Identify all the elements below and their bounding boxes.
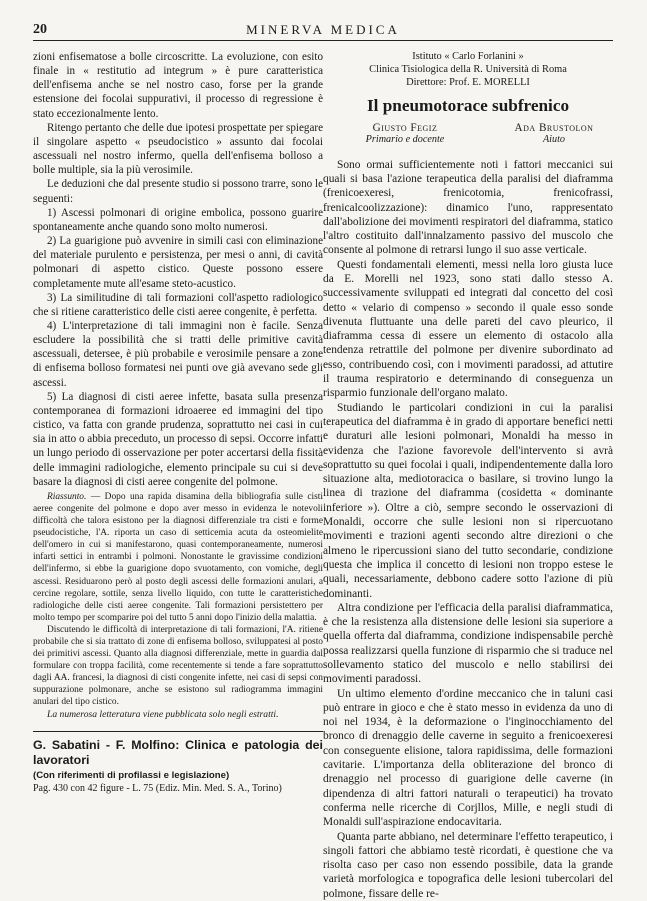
- book-title: G. Sabatini - F. Molfino: Clinica e patologia dei lavoratori: [33, 737, 323, 768]
- institute-line: Istituto « Carlo Forlanini »: [412, 51, 524, 62]
- paragraph: Sono ormai sufficientemente noti i fattori meccanici sui quali si basa l'azione terapeutica della paralisi del diaframma (frenicoexeresi, frenicotomia, frenicofrassi, frenicalcoolizzazione): dinamico l'uno, rappresentato dall'abolizione dei movimenti respiratori del diaframma, statico l'altro costituito dall'innalzamento passivo del muscolo che consente al polmone di retrarsi lungo il suo asse verticale.: [323, 158, 613, 257]
- author-role: Aiuto: [542, 133, 566, 145]
- author-name: Ada Brustolon: [514, 121, 594, 134]
- abstract-text: — Dopo una rapida disamina della bibliografia sulle cisti aeree congenite del polmone e dopo aver messo in evidenza le notevoli difficoltà che talora esistono per la diagnosi differenziale tra cisti e forme pseudocistiche, l'A. riporta un caso di setticemia acuta da osteomielite dell'omero in cui si manifestarono, quasi contemporaneamente, numerosi infarti settici in entrambi i polmoni. Nonostante le gravissime condizioni dell'infermo, si ebbe la guarigione dopo svuotamento, con vomiche, degli ascessi. Residuarono però al posto degli ascessi delle formazioni anulari, a cercine regolare, sottile, senza livello liquido, con tutte le caratteristiche radiologiche delle cisti aeree congenite. Tali formazioni persistettero per molto tempo per scomparire poi del tutto 5 anni dopo l'inizio della malattia.: [33, 491, 323, 623]
- paragraph: zioni enfisematose a bolle circoscritte. La evoluzione, con esito finale in « restitutio ad integrum » è pure caratteristica dell'enfisema anche se nel nostro caso, forse per la grande estensione dei focolai suppurativi, il processo di regressione è stato eccezionalmente lento.: [33, 51, 323, 120]
- paragraph: Un ultimo elemento d'ordine meccanico che in taluni casi può entrare in gioco e che è stato messo in evidenza da uno di noi nel 1934, è la deformazione o l'inginocchiamento del bronco di drenaggio delle caverne in seguito a frenicoexeresi con conseguente elisione, talora rapidissima, delle formazioni cavitarie. L'importanza della obliterazione del bronco di drenaggio nel processo di guarigione delle caverne (in dipendenza di altri fattori naturali o terapeutici) ha trovato conferma nelle ricerche di Corjllos, Mille, e negli studi di Monaldi sull'aspirazione endocavitaria.: [323, 687, 613, 829]
- paragraph: Questi fondamentali elementi, messi nella loro giusta luce da E. Morelli nel 1923, sono stati dallo stesso A. successivamente sviluppati ed integrati dal concetto del così detto « velario di compenso » secondo il quale esso sonde divenuta fluttuante una delle pareti del cavo pleurico, il diaframma cessa di essere un elemento di ostacolo alla tendenza retrattile del polmone per divenire subordinato ad esso, contribuendo così, con i movimenti paradossi, ad attutire il trauma respiratorio e determinando di conseguenza un risparmio funzionale dell'organo malato.: [323, 258, 613, 400]
- director-line: Direttore: Prof. E. MORELLI: [406, 77, 530, 89]
- book-price: Pag. 430 con 42 figure - L. 75 (Ediz. Min. Med. S. A., Torino): [33, 782, 282, 794]
- conclusion-item: 2) La guarigione può avvenire in simili casi con eliminazione del materiale purulento e persistenza, per mesi o anni, di cavità polmonari di aspetto cistico. Queste possono essere completamente mute all'esame steto-acustico.: [33, 235, 323, 290]
- conclusion-item: 5) La diagnosi di cisti aeree infette, basata sulla presenza contemporanea di formazioni idroaeree ed immagini del tipo cistico, va fatta con grande prudenza, soprattutto nei casi in cui sia in atto o abbia preceduto, un processo di sepsi. Occorre infatti un lungo periodo di osservazione per poter accertarsi della fissità delle immagini radiologiche, elemento principale su cui si deve basare la diagnosi di cisti aeree congenite del polmone.: [33, 390, 323, 488]
- conclusion-item: 1) Ascessi polmonari di origine embolica, possono guarire spontaneamente anche quando sono molto numerosi.: [33, 206, 323, 233]
- author: [335, 122, 475, 145]
- abstract: [33, 491, 323, 709]
- paragraph: Ritengo pertanto che delle due ipotesi prospettate per spiegare il singolare aspetto « pseudocistico » assunto dai focolai ascessuali nel nostro infermo, quella dell'enfisema bolloso a bolle multiple, sia la più verosimile.: [33, 121, 324, 177]
- institute-line: Clinica Tisiologica della R. Università di Roma: [369, 64, 567, 76]
- abstract-paragraph: Discutendo le difficoltà di interpretazione di tali formazioni, l'A. ritiene probabile che si sia trattato di zone di enfisema bolloso, sviluppatesi al posto dei primitivi ascessi. Quanto alla diagnosi differenziale, mette in guardia dal formulare con troppa facilità, come recentemente si tende a fare soprattutto dagli AA. francesi, la diagnosi di cisti congenite infette, nei casi di sepsi con suppurazione polmonare, anche se esistono sul radiogramma immagini anulari del tipo cistico.: [33, 624, 323, 708]
- paragraph: Quanta parte abbiano, nel determinare l'effetto terapeutico, i singoli fattori che abbiamo testè ricordati, è questione che va risolta caso per caso non essendo possibile, data la grande varietà morfologica e topografica delle lesioni tubercolari del polmone, fissare delle re-: [323, 830, 613, 900]
- book-subtitle: (Con riferimenti di profilassi e legislazione): [33, 769, 230, 781]
- page-number: 20: [33, 22, 47, 37]
- authors: [323, 122, 613, 152]
- header-rule: [33, 40, 613, 41]
- author-role: Primario e docente: [365, 133, 445, 145]
- paragraph: Le deduzioni che dal presente studio si possono trarre, sono le seguenti:: [33, 178, 323, 205]
- institute-block: [323, 50, 613, 90]
- abstract-paragraph: [33, 491, 323, 624]
- book-rule: [33, 731, 323, 732]
- article-title: Il pneumotorace subfrenico: [366, 95, 570, 115]
- abstract-label: Riassunto.: [47, 491, 87, 502]
- left-column: [33, 50, 323, 794]
- literature-note: La numerosa letteratura viene pubblicata solo negli estratti.: [47, 708, 279, 720]
- paragraph: Studiando le particolari condizioni in cui la paralisi terapeutica del diaframma è in grado di apportare benefici netti e duraturi alle lesioni polmonari, Monaldi ha messo in evidenza che l'azione favorevole dell'intervento si avrà soprattutto su quei focolai i quali, indipendentemente dalla loro situazione alta, mediotoracica o basilare, si trovino lungo la linea di trazione del diaframma (cosidetta « dominante inferiore »). Oltre a ciò, sempre secondo le osservazioni di Monaldi, occorre che sulle lesioni non si ripercuotano movimenti e trazioni agenti secondo altre direzioni o che almeno le ripercussioni siano del tutto secondarie, condizione questa che implica il concetto di lesioni non troppo estese le quali, necessariamente, debbono cadere sotto l'azione di più dominanti.: [323, 401, 613, 600]
- conclusion-item: 4) L'interpretazione di tali immagini non è facile. Senza escludere la possibilità che si tratti delle primitive cavità ascessuali, detersee, è più probabile e verosimile pensare a zone di enfisema bolloso formatesi nei punti ove già avevano sede gli ascessi.: [33, 319, 323, 389]
- author: [499, 122, 609, 145]
- author-name: Giusto Fegiz: [372, 121, 438, 134]
- right-column: [323, 50, 613, 901]
- left-body: [33, 50, 323, 489]
- paragraph: Altra condizione per l'efficacia della paralisi diaframmatica, è che la resistenza alla distensione delle lesioni sia superiore a quella offerta dal diaframma, condizione indispensabile perchè possa realizzarsi quella funzione di risparmio che si traduce nel sollevamento statico del muscolo e nello stabilirsi dei movimenti paradossi.: [323, 601, 613, 686]
- conclusion-item: 3) La similitudine di tali formazioni coll'aspetto radiologico che si ritiene caratteristico delle cisti aeree congenite, è perfetta.: [33, 291, 323, 318]
- page-header: [33, 22, 613, 38]
- journal-title: MINERVA MEDICA: [246, 22, 400, 37]
- article-body: [323, 158, 613, 901]
